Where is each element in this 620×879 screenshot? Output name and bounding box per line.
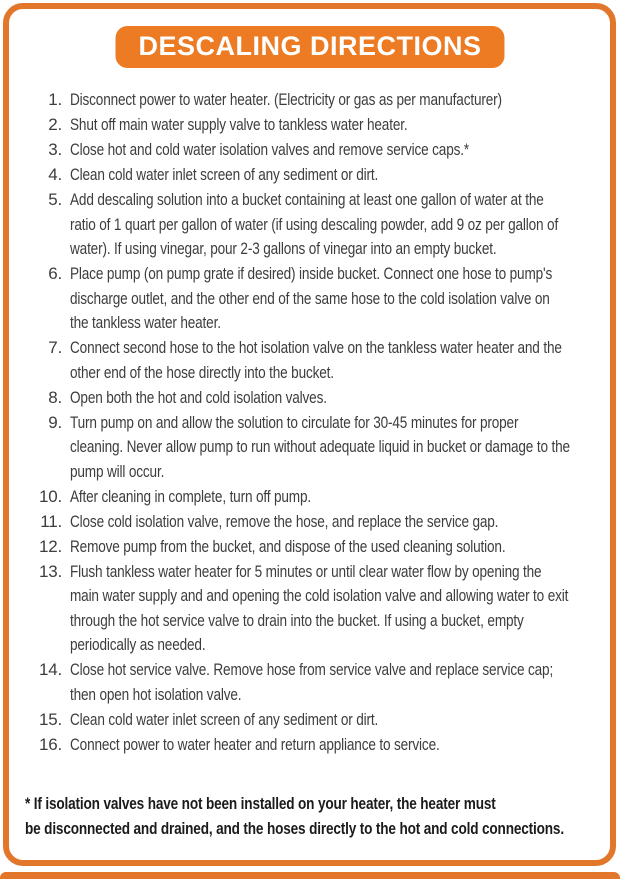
- list-item: [25, 510, 571, 535]
- step-number: 8.: [48, 387, 62, 407]
- step-number: 5.: [48, 190, 62, 209]
- step-text: Add descaling solution into a bucket containing at least one gallon of water at the ratio of 1 quart per gallon of water (if using descaling powder, add 9 oz per gallon of water). If using vinegar, pour 2-3 gallons of vinegar into an empty bucket.: [70, 190, 559, 258]
- step-number: 10.: [38, 486, 62, 506]
- list-item: [25, 386, 571, 411]
- list-item: [25, 262, 571, 336]
- list-item: [25, 336, 571, 385]
- list-item: [25, 708, 571, 733]
- footnote-line-1: * If isolation valves have not been installed on your heater, the heater must: [25, 794, 496, 813]
- step-text: Connect power to water heater and return appliance to service.: [70, 734, 440, 754]
- next-card-top-edge: [0, 872, 620, 879]
- step-text: Flush tankless water heater for 5 minutes or until clear water flow by opening the main water supply and and opening the cold isolation valve and allowing water to exit through the hot service valve to drain into the bucket. If using a bucket, empty periodically as needed.: [70, 561, 569, 654]
- step-text: Disconnect power to water heater. (Electricity or gas as per manufacturer): [70, 90, 502, 109]
- list-item: [25, 535, 571, 560]
- step-number: 15.: [38, 709, 62, 729]
- list-item: [25, 138, 571, 163]
- title-badge: [115, 26, 504, 68]
- step-text: Shut off main water supply valve to tankless water heater.: [70, 115, 408, 134]
- list-item: [25, 163, 571, 188]
- step-number: 6.: [48, 264, 62, 283]
- step-text: Remove pump from the bucket, and dispose of the used cleaning solution.: [70, 536, 506, 556]
- step-number: 9.: [48, 412, 62, 432]
- list-item: [25, 733, 571, 758]
- step-number: 2.: [48, 115, 62, 134]
- step-number: 3.: [48, 140, 62, 159]
- footnote-line-2: be disconnected and drained, and the hoses directly to the hot and cold connections.: [25, 819, 564, 838]
- step-text: Connect second hose to the hot isolation valve on the tankless water heater and the other end of the hose directly into the bucket.: [70, 338, 562, 382]
- list-item: [25, 658, 571, 707]
- step-text: Close hot service valve. Remove hose from service valve and replace service cap; then open hot isolation valve.: [70, 660, 554, 704]
- step-number: 14.: [38, 660, 62, 679]
- step-text: Close hot and cold water isolation valves and remove service caps.*: [70, 140, 470, 159]
- list-item: [25, 88, 571, 113]
- page-title: DESCALING DIRECTIONS: [138, 31, 482, 61]
- step-number: 11.: [40, 511, 62, 531]
- list-item: [25, 485, 571, 510]
- step-text: Place pump (on pump grate if desired) inside bucket. Connect one hose to pump's discharge outlet, and the other end of the same hose to the cold isolation valve on the tankless water heater.: [70, 264, 553, 332]
- step-text: After cleaning in complete, turn off pump.: [70, 486, 311, 506]
- step-number: 1.: [48, 90, 62, 109]
- step-text: Clean cold water inlet screen of any sediment or dirt.: [70, 165, 379, 184]
- step-number: 4.: [48, 165, 62, 184]
- list-item: [25, 560, 571, 658]
- steps-list: [25, 88, 571, 758]
- list-item: [25, 188, 571, 262]
- list-item: [25, 113, 571, 138]
- step-text: Open both the hot and cold isolation valves.: [70, 387, 327, 407]
- step-number: 16.: [38, 734, 62, 754]
- step-number: 13.: [38, 561, 62, 581]
- step-number: 7.: [48, 338, 62, 357]
- step-text: Clean cold water inlet screen of any sediment or dirt.: [70, 709, 379, 729]
- step-number: 12.: [38, 536, 62, 556]
- step-text: Close cold isolation valve, remove the hose, and replace the service gap.: [70, 511, 499, 531]
- step-text: Turn pump on and allow the solution to circulate for 30-45 minutes for proper cleaning. Never allow pump to run without adequate liquid in bucket or damage to the pump will occur.: [70, 412, 570, 481]
- list-item: [25, 411, 571, 485]
- footnote: [25, 791, 610, 841]
